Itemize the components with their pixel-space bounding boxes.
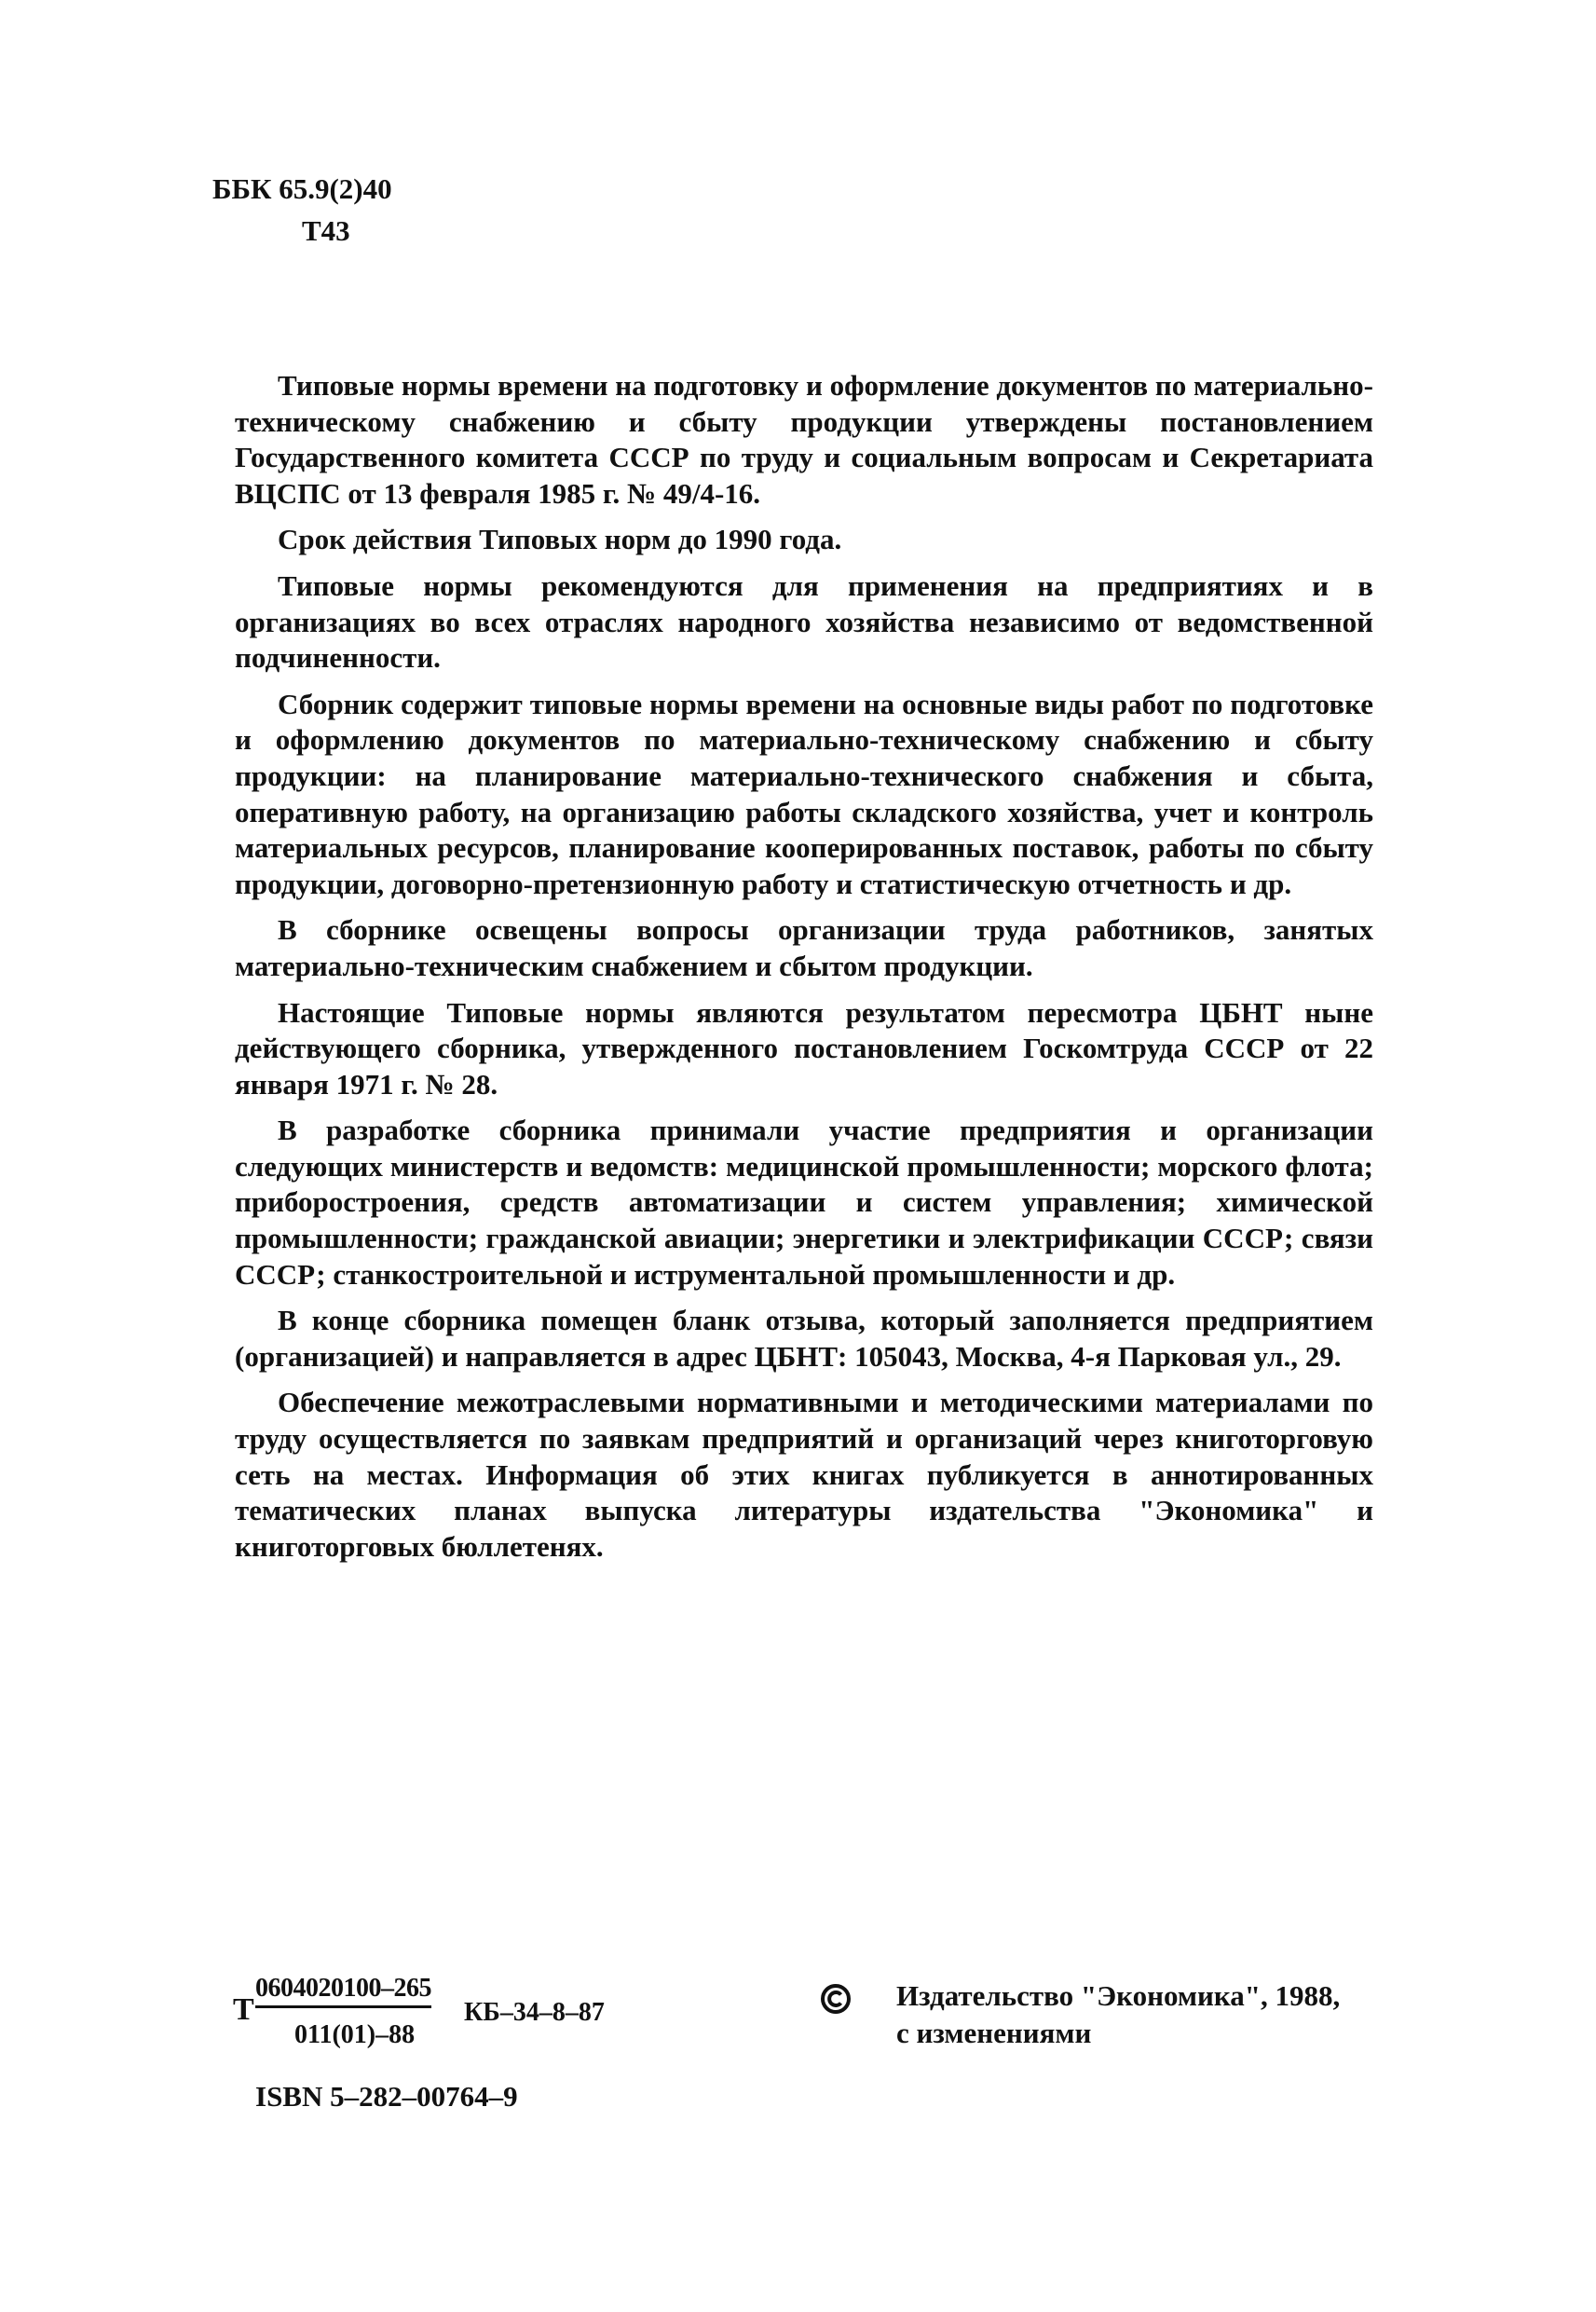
index-code: Т43 (302, 214, 350, 247)
publisher-copyright (896, 1977, 1340, 2052)
publisher-line-2: с изменениями (896, 2017, 1092, 2049)
paragraph-participants: В разработке сборника принимали участие предприятия и организации следующих министерств и ведомств: медицинской промышленности; морского флота; приборостроения, средств автоматизации и систем управления; химической промышленности; гражданской авиации; энергетики и электрификации СССР; связи СССР; станкостроительной и иструментальной промышленности и др. (235, 1114, 1373, 1291)
bbk-classification (212, 168, 392, 252)
isbn: ISBN 5–282–00764–9 (255, 2080, 518, 2113)
copyright-icon (820, 1983, 852, 2015)
publisher-line-1: Издательство "Экономика", 1988, (896, 1979, 1341, 2012)
paragraph-recommendation: Типовые нормы рекомендуются для применения на предприятиях и в организациях во всех отраслях народного хозяйства независимо от ведомственной подчиненности. (235, 568, 1373, 675)
paragraph-labor-organization: В сборнике освещены вопросы организации труда работников, занятых материально-техническим снабжением и сбытом продукции. (235, 913, 1373, 982)
catalog-index-block (233, 1974, 662, 2132)
paragraph-revision: Настоящие Типовые нормы являются результатом пересмотра ЦБНТ ныне действующего сборника, утвержденного постановлением Госкомтруда СССР от 22 января 1971 г. № 28. (235, 995, 1373, 1101)
kb-code: КБ–34–8–87 (464, 1998, 605, 2027)
paragraph-contents: Сборник содержит типовые нормы времени на основные виды работ по подготовке и оформлению документов по материально-техническому снабжению и сбыту продукции: на планирование материально-технического снабжения и сбыта, оперативную работу, на организацию работы складского хозяйства, учет и контроль материальных ресурсов, планирование кооперированных поставок, работы по сбыту продукции, договорно-претензионную работу и статистическую отчетность и др. (235, 687, 1373, 900)
index-letter: Т (233, 1992, 254, 2027)
paragraph-validity: Срок действия Типовых норм до 1990 года. (278, 523, 842, 556)
index-denominator: 011(01)–88 (294, 2020, 416, 2049)
index-numerator: 0604020100–265 (255, 1974, 431, 2008)
annotation-text (235, 368, 1373, 1575)
bbk-code: ББК 65.9(2)40 (212, 172, 392, 205)
paragraph-approval: Типовые нормы времени на подготовку и оформление документов по материально-техническому снабжению и сбыту продукции утверждены постановлением Государственного комитета СССР по труду и социальным вопросам и Секретариата ВЦСПС от 13 февраля 1985 г. № 49/4-16. (235, 369, 1373, 510)
paragraph-distribution: Обеспечение межотраслевыми нормативными и методическими материалами по труду осуществляется по заявкам предприятий и организаций через книготорговую сеть на местах. Информация об этих книгах публикуется в аннотированных тематических планах выпуска литературы издательства "Экономика" и книготорговых бюллетенях. (235, 1386, 1373, 1563)
paragraph-feedback-form: В конце сборника помещен бланк отзыва, который заполняется предприятием (организацией) и направляется в адрес ЦБНТ: 105043, Москва, 4-я Парковая ул., 29. (235, 1304, 1373, 1373)
